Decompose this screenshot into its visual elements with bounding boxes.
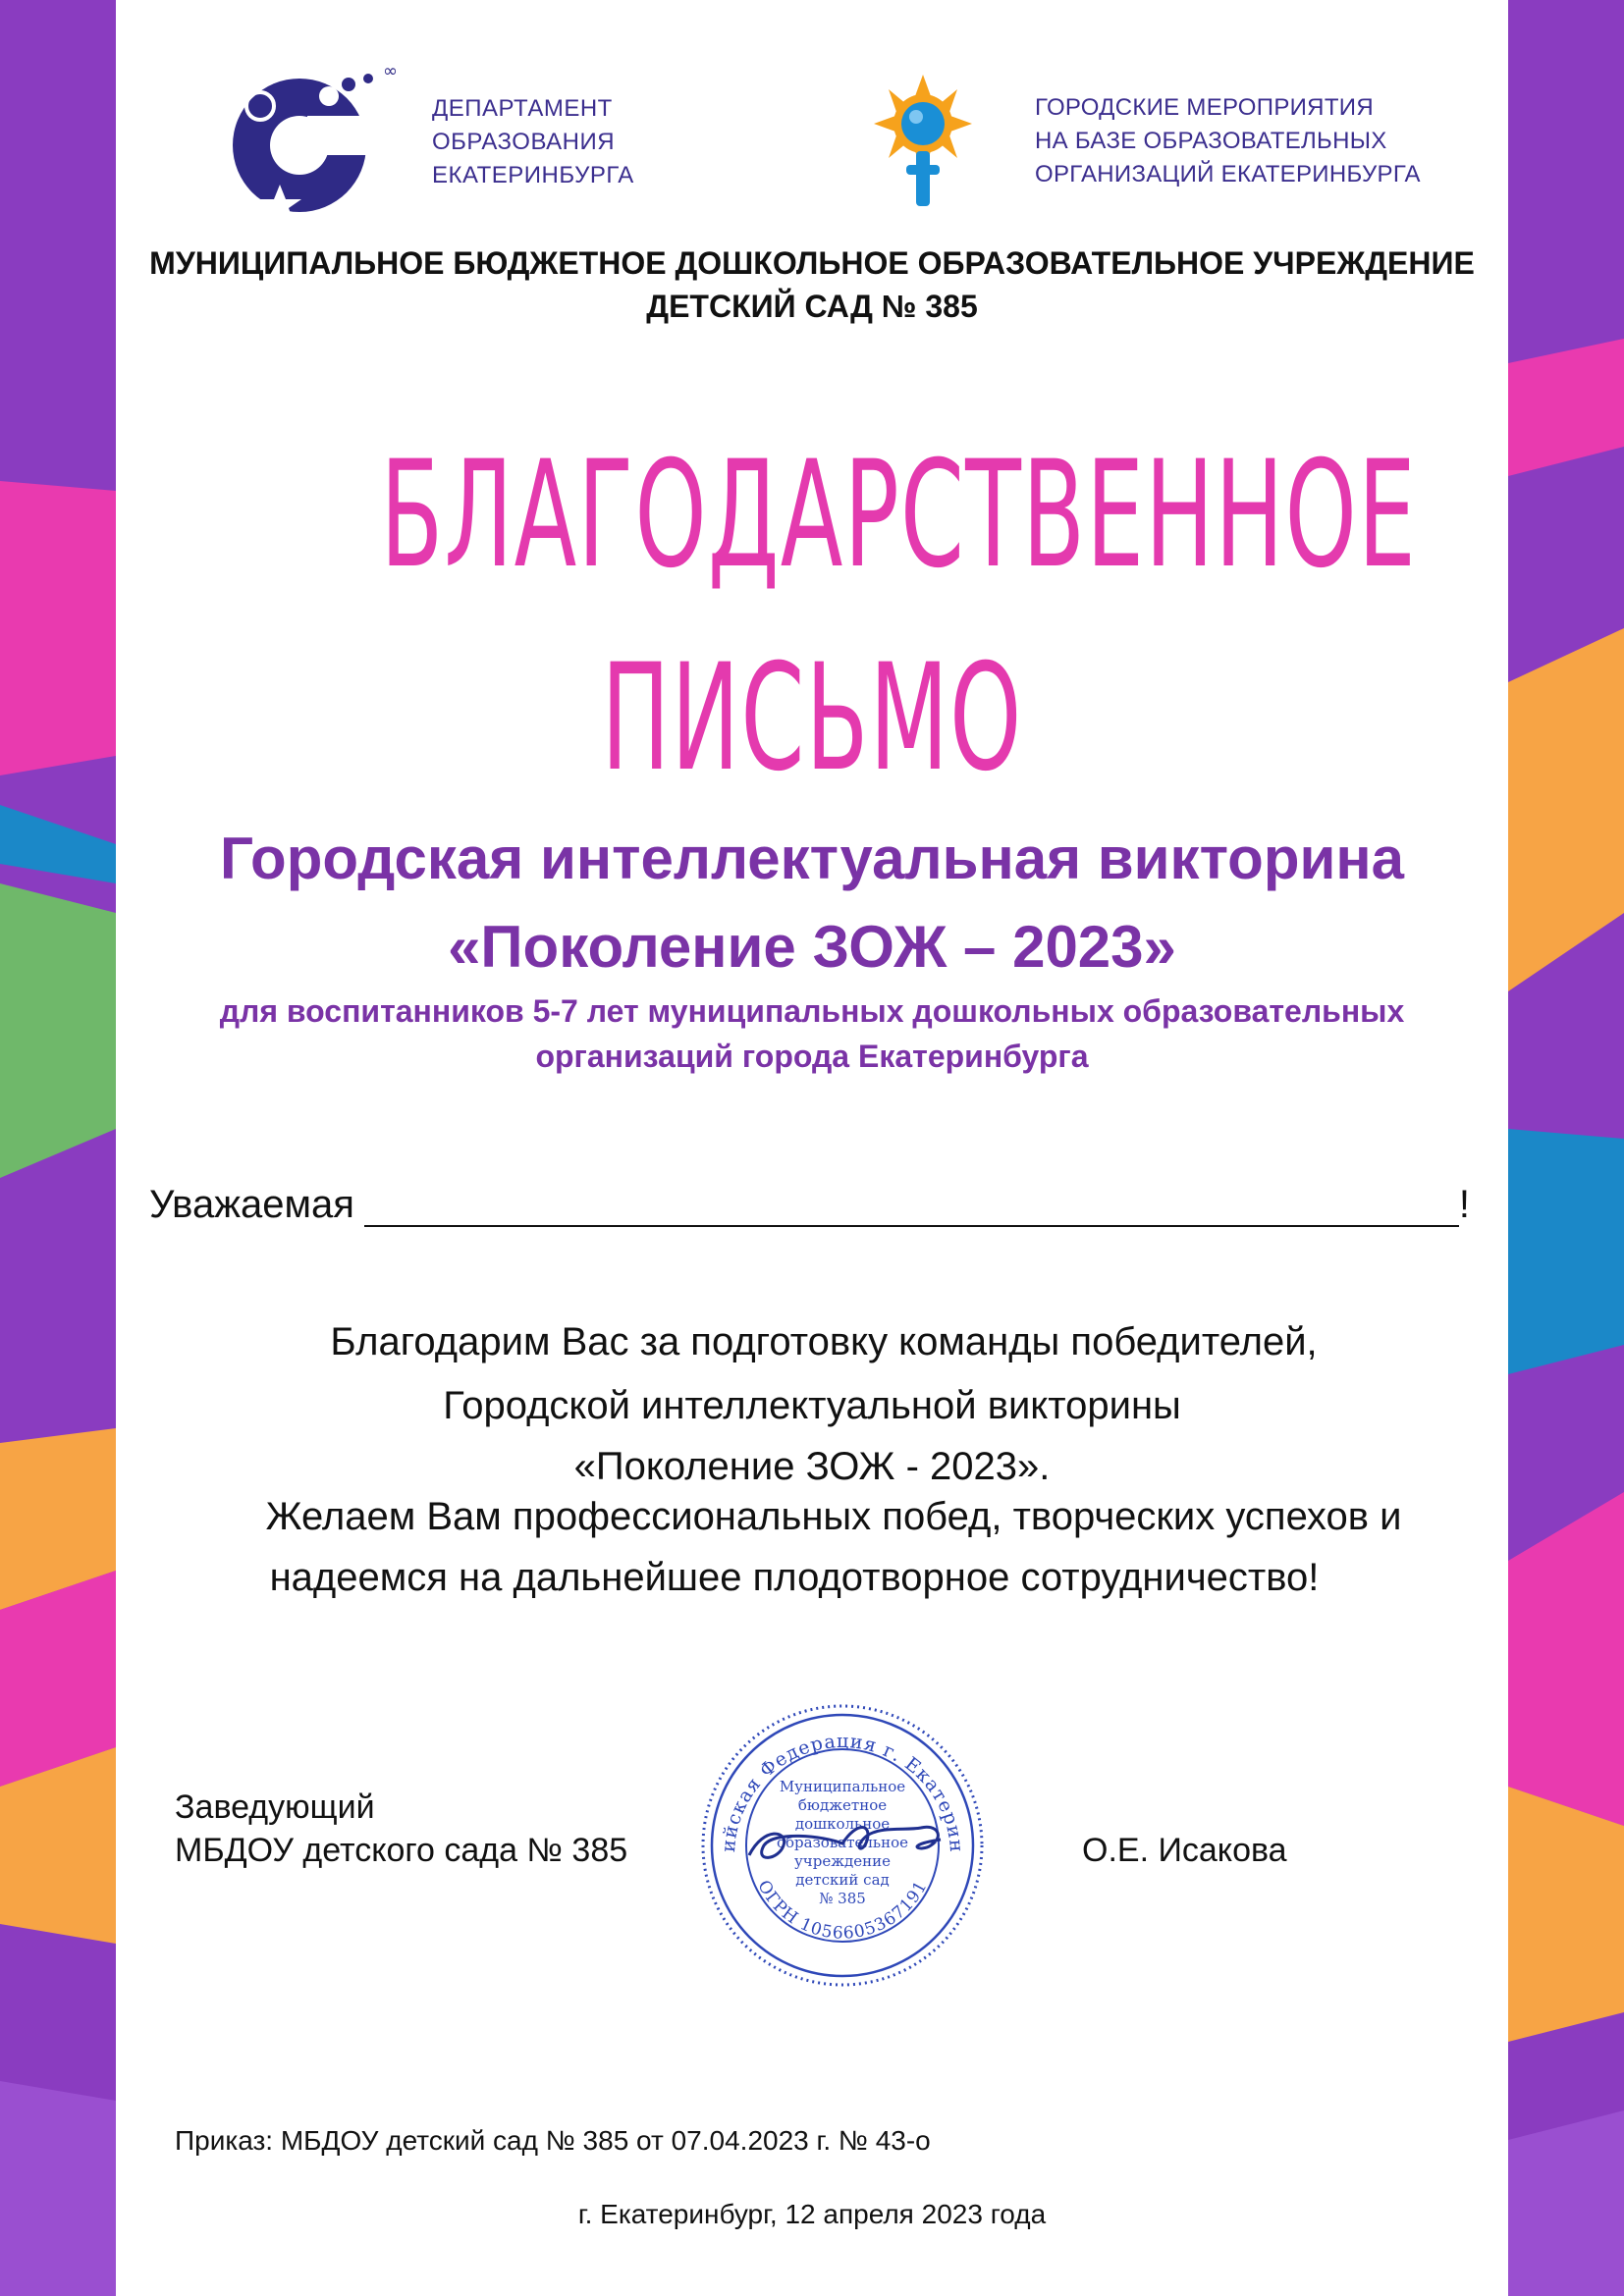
place-and-date: г. Екатеринбург, 12 апреля 2023 года (577, 2199, 1047, 2229)
body-text-line: Благодарим Вас за подготовку команды победителей, (330, 1320, 1318, 1363)
city-events-name-line: НА БАЗЕ ОБРАЗОВАТЕЛЬНЫХ (1035, 128, 1387, 154)
city-events-name-line: ОРГАНИЗАЦИЙ ЕКАТЕРИНБУРГА (1035, 161, 1421, 187)
stamp-ogrn-text: ОГРН 1056605367191 (753, 1877, 932, 1944)
event-audience-second-line: организаций города Екатеринбурга (535, 1039, 1089, 1074)
body-text-line: Желаем Вам профессиональных побед, творческих успехов и (265, 1495, 1402, 1538)
stamp-center-line: образовательное (777, 1834, 908, 1851)
letter-title: БЛАГОДАРСТВЕННОЕ (380, 430, 1418, 601)
stamp-center-line: детский сад (795, 1871, 890, 1889)
recipient-name-blank (364, 1188, 1459, 1227)
event-name: Городская интеллектуальная викторина (220, 826, 1404, 891)
department-name-line: ЕКАТЕРИНБУРГА (432, 162, 634, 188)
signatory-organization: МБДОУ детского сада № 385 (175, 1832, 628, 1869)
stamp-center-line: Муниципальное (779, 1778, 906, 1795)
organization-number: ДЕТСКИЙ САД № 385 (646, 289, 978, 324)
department-name-line: ДЕПАРТАМЕНТ (432, 95, 613, 122)
greeting-label: Уважаемая (149, 1183, 354, 1226)
stamp-ring-text: ийская Федерация г. Екатерин (717, 1731, 968, 1854)
greeting-exclamation: ! (1458, 1183, 1470, 1226)
organization-name: МУНИЦИПАЛЬНОЕ БЮДЖЕТНОЕ ДОШКОЛЬНОЕ ОБРАЗОВАТЕЛЬНОЕ УЧРЕЖДЕНИЕ (149, 245, 1475, 281)
body-text-line: Городской интеллектуальной викторины (443, 1384, 1181, 1427)
department-name-line: ОБРАЗОВАНИЯ (432, 129, 616, 155)
letter-title-second-line: ПИСЬМО (601, 633, 1023, 804)
stamp-center-line: дошкольное (794, 1815, 891, 1833)
city-events-name-line: ГОРОДСКИЕ МЕРОПРИЯТИЯ (1035, 94, 1374, 121)
signatory-position: Заведующий (175, 1789, 375, 1826)
city-events-name (1035, 91, 1421, 191)
body-text-line: «Поколение ЗОЖ - 2023». (573, 1445, 1051, 1488)
order-reference: Приказ: МБДОУ детский сад № 385 от 07.04.2023 г. № 43-о (175, 2125, 931, 2156)
left-decorative-stripe (0, 0, 116, 2296)
signatory-name: О.Е. Исакова (1082, 1832, 1287, 1869)
stamp-center-line: бюджетное (797, 1796, 888, 1814)
right-decorative-stripe (1508, 0, 1624, 2296)
official-stamp (695, 1698, 990, 1993)
event-title: «Поколение ЗОЖ – 2023» (448, 914, 1176, 980)
city-events-logo (869, 75, 977, 207)
svg-text:∞: ∞ (383, 61, 398, 81)
department-logo (221, 57, 417, 219)
greeting (149, 1183, 1470, 1227)
department-name (432, 92, 634, 192)
stamp-center-line: № 385 (819, 1890, 866, 1907)
event-audience: для воспитанников 5-7 лет муниципальных дошкольных образовательных (219, 993, 1405, 1029)
body-text-line: надеемся на дальнейшее плодотворное сотрудничество! (269, 1556, 1320, 1599)
stamp-center-line: учреждение (793, 1852, 892, 1870)
